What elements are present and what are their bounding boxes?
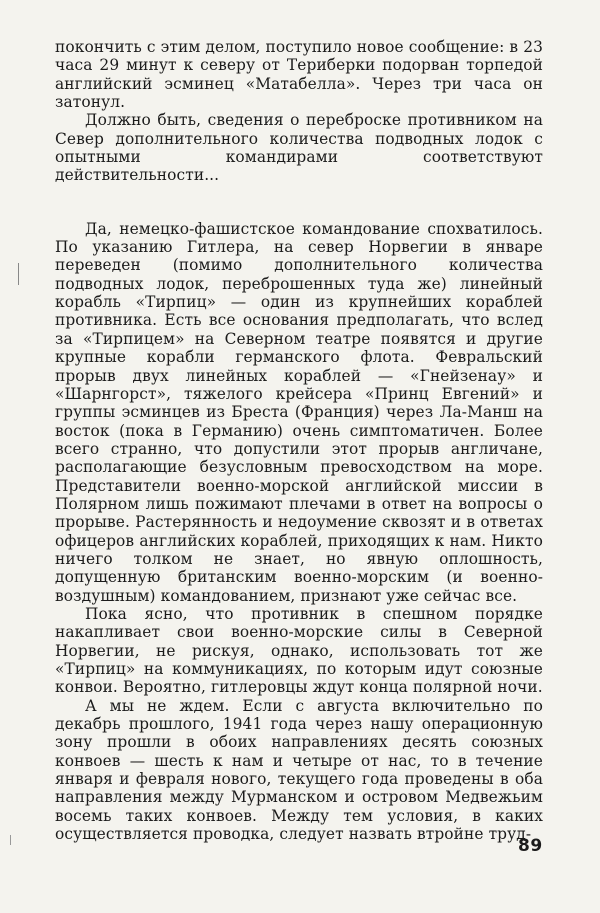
paragraph: Да, немецко-фашистское командование спохватилось. По указанию Гитлера, на север Норвегии в январе переведен (помимо дополнительного количества подводных лодок, переброшенных туда же) линейный корабль «Тирпиц» — один из крупнейших кораблей противника. Есть все основания предполагать, что вслед за «Тирпицем» на Северном театре появятся и другие крупные корабли германского флота. Февральский прорыв двух линейных кораблей — «Гнейзенау» и «Шарнгорст», тяжелого крейсера «Принц Евгений» и группы эсминцев из Бреста (Франция) через Ла-Манш на восток (пока в Германию) очень симптоматичен. Более всего странно, что допустили этот прорыв англичане, располагающие безусловным превосходством на море. Представители военно-морской английской миссии в Полярном лишь пожимают плечами в ответ на вопросы о прорыве. Растерянность и недоумение сквозят и в ответах офицеров английских кораблей, приходящих к нам. Никто ничего толком не знает, но явную оплошность, допущенную британским военно-морским (и военно-воздушным) командованием, признают уже сейчас все.	[55, 219, 543, 605]
paragraph: покончить с этим делом, поступило новое сообщение: в 23 часа 29 минут к северу от Териберки подорван торпедой английский эсминец «Матабелла». Через три часа он затонул.	[55, 38, 543, 112]
margin-mark	[10, 835, 11, 845]
page-body	[55, 38, 543, 843]
section-gap	[55, 185, 543, 220]
margin-mark	[18, 263, 19, 285]
page-number: 89	[518, 836, 543, 856]
paragraph: А мы не ждем. Если с августа включительно по декабрь прошлого, 1941 года через нашу операционную зону прошли в обоих направлениях десять союзных конвоев — шесть к нам и четыре от нас, то в течение января и февраля нового, текущего года проведены в оба направления между Мурманском и островом Медвежьим восемь таких конвоев. Между тем условия, в каких осуществляется проводка, следует назвать втройне труд-	[55, 696, 543, 844]
paragraph: Должно быть, сведения о переброске противником на Север дополнительного количества подводных лодок с опытными командирами соответствуют действительности...	[55, 111, 543, 185]
paragraph: Пока ясно, что противник в спешном порядке накапливает свои военно-морские силы в Северной Норвегии, не рискуя, однако, использовать тот же «Тирпиц» на коммуникациях, по которым идут союзные конвои. Вероятно, гитлеровцы ждут конца полярной ночи.	[55, 604, 543, 697]
